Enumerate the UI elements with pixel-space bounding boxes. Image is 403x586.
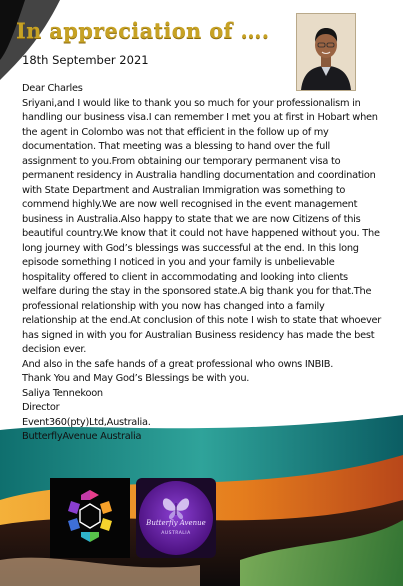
signatory-company: Event360(pty)Ltd,Australia. <box>22 416 151 428</box>
letter-date: 18th September 2021 <box>22 53 149 67</box>
hexagon-logo-icon <box>50 478 130 558</box>
closing-line: And also in the safe hands of a great professional who owns INBIB. <box>22 358 334 370</box>
signatory-title: Director <box>22 402 60 413</box>
butterfly-icon <box>136 478 216 558</box>
letter-salutation: Dear Charles <box>22 83 83 94</box>
signatory-name: Saliya Tennekoon <box>22 387 103 399</box>
butterfly-logo-name: Butterfly Avenue <box>146 519 206 527</box>
butterfly-logo-sub: AUSTRALIA <box>161 531 191 536</box>
event360-logo <box>50 478 130 558</box>
letter-title: In appreciation of …. <box>16 18 270 43</box>
signatory-company-2: ButterflyAvenue Australia <box>22 431 142 442</box>
closing-line: Thank You and May God’s Blessings be with you. <box>22 373 250 384</box>
portrait-image <box>297 14 355 90</box>
butterfly-avenue-logo <box>136 478 216 558</box>
author-photo <box>296 13 356 91</box>
letter-body <box>22 82 382 445</box>
letter-paragraph: Sriyani,and I would like to thank you so much for your professionalism in handling our business visa.I can remember I met you at first in Hobart when the agent in Colombo was not that efficient in the follow up of my documentation. That meeting was a blessing to hand over the full assignment to you.From obtaining our temporary permanent visa to permanent residency in Australia handling documentation and coordination with State Department and Australian Immigration was something to commend highly.We are now well recognised in the event management business in Australia.Also happy to state that we are now Citizens of this beautiful country.We know that it could not have happened without you. The long journey with God’s blessings was successful at the end. In this long episode something I noticed in you and your family is unbelievable hospitality offered to client in accommodating and looking into clients welfare during the stay in the sponsored state.A big thank you for that.The professional relationship with you now has changed into a family relationship at the end.At conclusion of this note I wish to state that whoever has signed in with you for Australian Business residency has made the best decision ever. <box>22 97 382 355</box>
